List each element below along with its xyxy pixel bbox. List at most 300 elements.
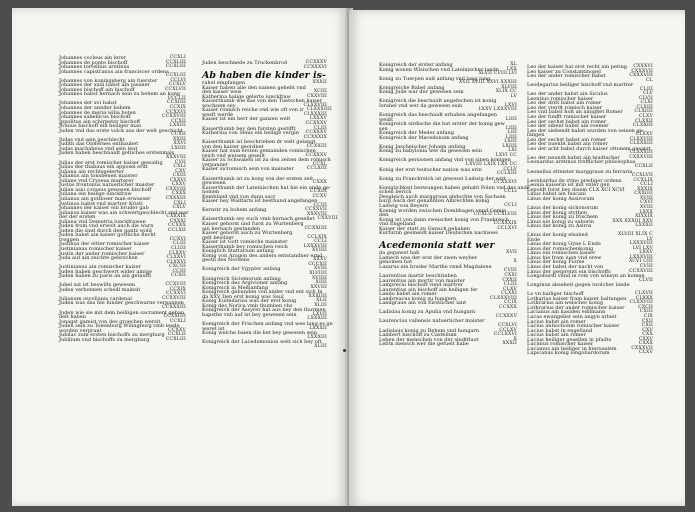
- entry-text: Ludwig von Beyern: [379, 202, 429, 209]
- entry-folio: CXLV: [172, 205, 186, 211]
- entry-folio: XXX XXXIII XXV: [612, 218, 653, 224]
- entry-text: Lucianus ain heiliger in hierusalem: [527, 345, 617, 352]
- entry-text: burg Auch der genannten Albrechten konig: [379, 198, 490, 205]
- entry-text: Leo vnd babst holt an ainighet Romer: [527, 109, 623, 116]
- entry-folio: XCIII: [313, 89, 327, 95]
- entry-text: Linus hie fram iuen vnd erew: [527, 254, 602, 261]
- entry-folio: CCLXV: [499, 327, 517, 333]
- entry-folio: CCXLI: [169, 318, 186, 324]
- entry-text: Konigreich Siciomorum anfang: [202, 275, 281, 282]
- entry-folio: LXVII: [312, 311, 327, 317]
- entry-text: Konigreich persionen anfang vnd von sinen konigen: [379, 157, 511, 164]
- index-entry: [202, 167, 327, 172]
- entry-folio: CXV: [642, 327, 653, 333]
- entry-folio: CCXXIIII: [163, 314, 186, 320]
- entry-text: vnd Engelland: [379, 221, 416, 228]
- entry-text: Johannes de ponte bischoff: [59, 59, 128, 66]
- entry-folio: CLXXVIII: [629, 300, 653, 306]
- entry-text: Lamprecio bischoff vnnd martrer: [379, 282, 464, 289]
- entry-text: da gepawet hab: [379, 250, 420, 257]
- entry-folio: LIIII: [505, 116, 517, 122]
- entry-text: Konig zu Franckreich ist gewesst Ludwig der wirt: [379, 175, 506, 182]
- entry-folio: LIIII: [505, 134, 517, 140]
- entry-folio: CLXI: [640, 100, 653, 106]
- entry-folio: CXII: [641, 323, 653, 329]
- index-entry: [202, 345, 327, 350]
- entry-folio: CCXXX: [499, 304, 517, 310]
- entry-text: Lambert bischoff zu Castellum: [379, 332, 457, 339]
- entry-text: Lucius babst ain romer: [527, 318, 586, 325]
- entry-folio: XVIII: [313, 266, 327, 272]
- entry-folio: CXXX: [638, 341, 653, 347]
- entry-text: Leonhardus de vtino prediger ordens: [527, 177, 622, 184]
- entry-folio: CLXXX: [635, 295, 653, 301]
- entry-text: ain hernach gestanden: [202, 225, 261, 232]
- entry-text: da XXV Den erst konig was Saul: [202, 293, 284, 300]
- entry-folio: X: [513, 336, 517, 342]
- entry-folio: LIIII: [505, 125, 517, 131]
- entry-folio: CCXXXV: [305, 152, 327, 158]
- entry-folio: CLXVII: [635, 291, 653, 297]
- entry-text: Jubel sat ist beswilts gewesen: [59, 282, 135, 289]
- entry-folio: XVIII: [639, 195, 653, 201]
- entry-text: Lamech was der erst der zwen weyber: [379, 254, 478, 261]
- entry-text: Leo der neundt babst ain teudtscher: [527, 154, 620, 161]
- entry-text: Konig Jude war der gewesen sein: [379, 89, 464, 96]
- entry-text: Johannes der xvi babst: [59, 100, 117, 107]
- entry-folio: LXXXII: [635, 223, 653, 229]
- entry-folio: LXVIII LXIX LXX CC: [465, 162, 517, 168]
- entry-text: Juliane vnd Cryseus marterer: [59, 177, 134, 184]
- entry-folio: CCLI: [640, 182, 653, 188]
- entry-text: Lucinius romischer kaiser: [527, 341, 593, 348]
- entry-folio: CCXL: [312, 161, 327, 167]
- entry-text: den kaiser weis: [202, 89, 242, 96]
- entry-folio: XXVIII: [310, 284, 327, 290]
- entry-folio: LV: [646, 236, 653, 242]
- entry-text: gestn des Nordens: [202, 257, 250, 264]
- entry-folio: CCXLII CCXLVIII: [473, 212, 517, 218]
- entry-text: wesft werde: [202, 111, 234, 118]
- entry-folio: CLIIII: [170, 245, 186, 251]
- entry-text: Lucas ewangelist sein angyn arbeit: [527, 313, 617, 320]
- entry-folio: CCXXIIII: [304, 225, 327, 231]
- entry-folio: CLIII: [313, 125, 327, 131]
- entry-folio: X: [513, 259, 517, 265]
- entry-text: Israhel vnd wer da gewesen sein: [379, 102, 463, 109]
- entry-folio: CCXXVII: [305, 207, 327, 213]
- entry-text: Linus babst ain tuscani: [527, 191, 586, 198]
- entry-folio: CCLXIII: [496, 171, 517, 177]
- entry-folio: CXXXVII: [631, 345, 653, 351]
- section-heading: Ab haben die kinder is-: [202, 70, 326, 82]
- entry-folio: LXIIII: [171, 145, 186, 151]
- entry-text: Johannes der kaiser ein bruder gab: [59, 205, 149, 212]
- index-entry: [527, 351, 653, 356]
- entry-text: Konigreiche Babel anfang: [379, 84, 445, 91]
- entry-folio: CXXXVIII: [629, 73, 653, 79]
- entry-folio: CCXIX: [169, 105, 186, 111]
- entry-text: Juden die sind durch den gantz wold: [59, 227, 152, 234]
- entry-text: Jppolitus ain schirpeter bischoff: [59, 118, 141, 125]
- entry-text: den: [379, 212, 389, 219]
- entry-folio: CCXXX: [168, 223, 186, 229]
- entry-text: Johannes sabellicus bischoff: [59, 114, 131, 121]
- entry-text: Konig des Norica vmb thumben vbs: [202, 302, 293, 309]
- entry-text: Johannes der annder bohem: [59, 105, 131, 112]
- entry-folio: CCXXVIII: [162, 295, 186, 301]
- entry-folio: LXVI CC: [495, 152, 517, 158]
- entry-folio: CLXIIII: [634, 109, 653, 115]
- entry-text: Leonardus aretinus trefflicher philosophus: [527, 159, 636, 166]
- entry-text: Lacianus ain kasiden edilmann: [527, 309, 606, 316]
- entry-folio: CXII: [641, 318, 653, 324]
- entry-text: Kaiser haben alle den namen gehebt vnd: [202, 84, 306, 91]
- entry-text: Linus der konig stythen: [527, 209, 588, 216]
- entry-folio: CIX: [643, 313, 653, 319]
- entry-folio: LXXV LXXXVIII: [478, 107, 517, 113]
- entry-folio: XXXIIII: [308, 293, 327, 299]
- index-column-2: [202, 60, 338, 349]
- entry-text: Juden sein zu Tolemburg Wilingburg vmb iende: [59, 323, 180, 330]
- entry-text: weret ist: [202, 325, 225, 332]
- entry-text: Kaiser ist Gott romische mainster: [202, 239, 288, 246]
- entry-text: Leben der menschen von der sindtfluot: [379, 336, 479, 343]
- entry-folio: CCXIIII: [167, 100, 186, 106]
- entry-folio: XLVIII: [501, 84, 517, 90]
- entry-folio: CCXXVIII: [162, 114, 186, 120]
- entry-text: Katherina halige gelerte iunckfraw: [202, 93, 291, 100]
- entry-folio: LXIIII: [502, 143, 517, 149]
- entry-text: Johannes bischoff ain bischoff: [59, 86, 135, 93]
- entry-folio: CCIX: [504, 300, 517, 306]
- index-entry: [202, 340, 327, 345]
- entry-text: schen berich: [379, 189, 412, 196]
- entry-folio: CLIII: [503, 282, 517, 288]
- entry-text: Linus der konig elsabed: [527, 232, 588, 239]
- entry-text: worden verprant: [59, 327, 102, 334]
- entry-text: von den kaiser geordnet: [202, 143, 264, 150]
- entry-folio: CLXXII: [635, 118, 653, 124]
- entry-text: Konig welche baien die het bey gewesen sein: [202, 330, 317, 337]
- entry-text: Leo der funfft romischer kaiser: [527, 114, 607, 121]
- entry-folio: CCLV: [503, 166, 517, 172]
- entry-folio: CLXXXIII: [629, 150, 653, 156]
- entry-text: Juden haben geschwert wider ainige: [59, 268, 152, 275]
- entry-text: Lando babst ain romer: [379, 291, 437, 298]
- index-entry: [379, 90, 517, 95]
- entry-text: Judas machabeus vnd sein leut: [59, 145, 138, 152]
- entry-text: Justus frontonus natuerlicher maister: [59, 182, 155, 189]
- entry-text: Lazarus ein bruder Marthe vnnd Magdalene: [379, 263, 492, 270]
- entry-text: Laurencius vallensis natuerlicher maister: [379, 318, 485, 325]
- entry-text: Kaiserthumb wie das von den Tuetschen kaiser: [202, 98, 322, 105]
- entry-text: nomen: [202, 189, 220, 196]
- entry-folio: CCLXVI: [497, 225, 517, 231]
- entry-text: Leo der kaiser hat erst recht ain peting: [527, 64, 627, 70]
- entry-folio: CCLI: [504, 189, 517, 195]
- entry-text: Lothrarius der ander romischer kaiser: [527, 304, 625, 311]
- entry-folio: XL: [510, 62, 517, 67]
- entry-text: Konigreich des Argivioner anfang: [202, 280, 288, 287]
- entry-text: Justinus babst vnd martrer Kristi: [59, 200, 143, 207]
- entry-folio: CCLXIX: [307, 234, 327, 240]
- entry-text: Lebtn mensch wer die gefuelt habe: [379, 341, 469, 348]
- entry-folio: CLXV: [639, 114, 653, 120]
- entry-text: Juden was das hie funder geschwarne verpannen: [59, 300, 184, 307]
- entry-text: Konigreich sirdische die hat erster der konig gew: [379, 121, 505, 128]
- entry-folio: CXIII: [172, 173, 186, 179]
- entry-folio: CXXXIX: [166, 214, 186, 220]
- entry-folio: CLXXV: [168, 250, 186, 256]
- entry-text: Kaiser gehorst auch zu Wurtenberg: [202, 230, 293, 237]
- entry-text: Lambreacus konig zu hungern: [379, 295, 457, 302]
- entry-text: Koenig worden zwischen Dombhagen vnnd Gemie: [379, 207, 507, 214]
- entry-folio: CLXXXIIII: [306, 107, 333, 113]
- entry-folio: XLVII CVIII LVI: [478, 71, 517, 77]
- entry-folio: CXCII: [638, 304, 653, 310]
- entry-folio: XLII: [316, 298, 327, 304]
- entry-folio: [189, 211, 192, 216]
- index-entry: [379, 342, 517, 347]
- entry-text: Linus der romischenkonig: [527, 245, 594, 252]
- entry-folio: CXXI: [504, 273, 517, 279]
- entry-text: Leonia kaiserin ist mit vnter gen: [527, 182, 610, 189]
- entry-folio: LXVI: [504, 102, 517, 108]
- entry-text: Linus der konig sichonorum: [527, 204, 599, 211]
- entry-text: Kaiser der statt zu Gunsch gehaben: [379, 225, 470, 232]
- index-entry: [527, 224, 653, 229]
- entry-folio: CCLVI: [170, 77, 186, 83]
- entry-text: Justinus der eltter romischer kaiser: [59, 241, 150, 248]
- entry-text: Juliana ain rechtsgelerter: [59, 168, 124, 175]
- entry-text: Juden verbonnen schedl mainsh: [59, 286, 141, 293]
- entry-text: Julianus ain gottloser man erwasser: [59, 195, 151, 202]
- entry-folio: CXXVIII: [165, 186, 186, 192]
- entry-text: Konigreich die beschaidt angefechen ist konig: [379, 98, 497, 105]
- entry-folio: XVIII: [639, 204, 653, 210]
- entry-text: Lupicanus konig longobardorum: [527, 350, 610, 357]
- entry-text: Kaiser zu Schwaben ist zu den zeiten dem romisch: [202, 157, 331, 164]
- entry-folio: LXXXVIII: [629, 241, 653, 247]
- entry-text: Linus der babst der nacht von: [527, 264, 604, 271]
- entry-text: Leo der dritt babst ain romer: [527, 100, 602, 107]
- entry-folio: CCCLII: [167, 95, 186, 101]
- entry-text: Julian assi corasus gewesen bischoff: [59, 186, 152, 193]
- entry-folio: LXXX: [639, 209, 653, 215]
- entry-text: Jubilac zum ersten bischoffs zu merghurg: [59, 332, 165, 339]
- entry-text: Kaiser sicromisch sein von mainster: [202, 166, 294, 173]
- entry-text: Kaiser hat zum ersten gemainden romischen: [202, 148, 316, 155]
- entry-text: troggen: [59, 236, 79, 243]
- entry-text: Konig wonen Wisischen vnd Lateinischer landn: [379, 66, 499, 73]
- entry-text: Johannes de meria wilia boten: [59, 109, 136, 116]
- entry-folio: XLVIIII: [309, 271, 327, 277]
- entry-folio: CCXXIII: [306, 143, 327, 149]
- entry-folio: CLXXVIII: [303, 102, 327, 108]
- entry-text: Julius der thabaus ein apposel erdt: [59, 164, 148, 171]
- entry-folio: CCLI: [504, 202, 517, 208]
- entry-folio: CCXLVI: [497, 323, 517, 329]
- entry-text: Konigreich der Lacedemonion welt sich bey oft: [202, 339, 322, 346]
- entry-folio: CXLI: [173, 200, 186, 206]
- entry-text: Leodegarius heiliger bischoff vnd martrer: [527, 82, 634, 89]
- entry-text: Juden haben beschnaidt gotliches erstenmals: [59, 150, 175, 157]
- entry-text: Julius der erst romischer kaiser gewaltig: [59, 159, 163, 166]
- entry-text: Laurentius ain martir von maister: [379, 277, 466, 284]
- entry-folio: XXXII: [502, 341, 517, 347]
- entry-text: Lepoldt furst bey disem CLX XCI XCVI: [527, 186, 625, 193]
- entry-text: weißt: [379, 116, 394, 123]
- entry-folio: CCXLVII: [631, 173, 653, 179]
- entry-folio: CXXXI: [169, 218, 186, 224]
- entry-text: Kaiser romisch reiche vnd wie oft von ir: [202, 107, 304, 114]
- entry-text: Konig Jascheischer Johann anfang: [379, 143, 466, 150]
- entry-text: Lucius babst in engelland: [527, 327, 593, 334]
- entry-folio: CXXV: [638, 336, 653, 342]
- entry-text: Linus der konig Gyne L Ende: [527, 241, 601, 248]
- entry-text: bapsthe vnb auf ist bey gewesen sein: [202, 311, 297, 318]
- entry-text: reich vnd weisem gesellt: [202, 152, 265, 159]
- entry-text: fangen: [527, 132, 545, 139]
- entry-text: Kurfurnn gesmeldt kaiser Deutschen nachweis: [379, 230, 498, 237]
- entry-folio: CCXXVI: [166, 109, 186, 115]
- entry-text: genomen hat: [379, 259, 413, 266]
- entry-text: Johannes cocleus ain lerer: [59, 55, 127, 61]
- entry-text: Julianus kaiser was ain schwertgeschlecht vnd war: [59, 209, 189, 216]
- entry-text: Leo der sechst babst ain romer: [527, 136, 607, 143]
- entry-folio: XXXIX: [637, 186, 653, 192]
- entry-text: Konig zu babylonia wer da gewesen sein: [379, 148, 482, 155]
- index-entry: [379, 122, 517, 127]
- entry-folio: CCXXV: [168, 327, 186, 333]
- entry-folio: LIII: [507, 130, 517, 136]
- entry-folio: CCXLII: [167, 332, 186, 338]
- entry-text: Linus der konig zu Asiros: [527, 223, 592, 230]
- entry-folio: XVII XVIII XXVI XXXIII: [459, 80, 517, 86]
- entry-folio: XVIIII: [311, 275, 327, 281]
- entry-folio: CCXXXV: [305, 121, 327, 127]
- entry-folio: CLXIII: [636, 104, 653, 110]
- entry-folio: LXX: [506, 66, 517, 72]
- entry-folio: LXIII: [504, 139, 517, 145]
- entry-folio: CLXXXVIII: [490, 295, 517, 301]
- entry-text: Kaiser ist ein herr der ganzen welt: [202, 116, 291, 123]
- entry-folio: CCXLIII: [165, 336, 186, 342]
- entry-text: Jonagst gamist von des groechen wersit: [59, 318, 161, 325]
- entry-folio: XVII: [505, 250, 517, 256]
- index-entry: [59, 129, 186, 134]
- entry-text: Juden vnd das erste volck aus der welt geschicht: [59, 127, 183, 134]
- entry-folio: CXXX: [312, 180, 327, 186]
- entry-folio: LXXIII: [169, 123, 186, 129]
- entry-text: Laurentius martir beschrieben: [379, 273, 457, 280]
- entry-text: sen: [379, 125, 388, 132]
- entry-text: Kaiserthumb sey euch vmb hernach gesellet: [202, 216, 315, 223]
- entry-text: Leo der acht babst durch kaiser ottonem gesatzt: [527, 145, 651, 152]
- entry-text: Koniglichkeit bezwungen haben gehabt Polen vnd der ande: [379, 184, 530, 191]
- entry-text: Kaiser bey Wallfarts ist besthund angefangen: [202, 198, 318, 205]
- entry-folio: CXXX: [171, 191, 186, 197]
- entry-folio: XXXVIII: [307, 211, 327, 217]
- section-heading: Acedemonia statt wer: [379, 240, 495, 252]
- entry-text: Jtonius bischoff ein heiliger man: [59, 123, 142, 130]
- entry-text: Juden wie sie mit dem heilligen sacrament gehan: [59, 309, 185, 316]
- entry-text: Linus der konig Assirorum: [527, 195, 595, 202]
- entry-folio: CCXXXV: [495, 313, 517, 319]
- entry-text: Johannes tortellius aretinus: [59, 64, 130, 71]
- entry-text: Leo der sibent babst ain roemer: [527, 123, 609, 130]
- entry-folio: CCXIX: [169, 286, 186, 292]
- entry-folio: CXIII: [639, 309, 653, 315]
- entry-folio: CCLI: [314, 239, 327, 245]
- entry-text: Juda auf ain zeichte gebrochen: [59, 255, 138, 262]
- entry-text: Johannes babst hernach sein zu behem an kong: [59, 91, 180, 98]
- entry-folio: CCIII: [313, 202, 327, 208]
- entry-text: Justinianus ain romischer kaiser: [59, 264, 141, 271]
- entry-folio: CCXXXVI: [303, 64, 327, 70]
- entry-text: Linus der konig Fiorse: [527, 259, 585, 266]
- entry-text: Konig Eulindarius was der erst konig: [202, 298, 297, 305]
- entry-text: Judith das Olofernes enthaubet: [59, 141, 139, 148]
- entry-text: Konigreich der Macedonum anfang: [379, 134, 469, 141]
- entry-folio: LVI LXV: [632, 245, 653, 251]
- right-page: [349, 10, 685, 506]
- entry-folio: CXXIIII: [634, 191, 653, 197]
- entry-text: Kaiserthumb ist beschrieben dr welt gelangt: [202, 139, 316, 146]
- entry-folio: CLXXIII: [633, 123, 653, 129]
- entry-text: Kaiserthumb bey den fursten gestifft: [202, 125, 296, 132]
- entry-folio: CXXXVIII: [629, 154, 653, 160]
- entry-folio: LXXXVIII: [303, 243, 327, 249]
- entry-folio: CCXXXIX: [493, 221, 517, 227]
- entry-text: Lucius heiliger gesellen in pfadts: [527, 336, 612, 343]
- entry-folio: LXXXIII: [307, 316, 327, 322]
- entry-folio: XXXII: [312, 80, 327, 86]
- entry-text: wochsem sey: [202, 102, 236, 109]
- entry-folio: LXXXVIII: [629, 254, 653, 260]
- entry-folio: CCXVI: [169, 236, 186, 242]
- entry-folio: CLXXVI: [166, 259, 186, 265]
- entry-folio: CLXXXIII: [303, 111, 327, 117]
- entry-folio: [331, 186, 334, 191]
- entry-text: Johannes der xxiii babst ain pisaner: [59, 82, 150, 89]
- entry-folio: CCIII: [172, 268, 186, 274]
- entry-text: Linus der gesprentt ein bischoffs: [527, 268, 611, 275]
- entry-text: Leontius romischer kaiser: [527, 95, 594, 102]
- entry-text: Juden beschnede zu Truckenbrod: [202, 60, 288, 66]
- index-entry: [202, 199, 327, 204]
- entry-text: Lotharius kaiser fram kaiser haltungen: [527, 295, 627, 302]
- entry-folio: CLXV: [639, 350, 653, 356]
- entry-folio: [333, 322, 336, 327]
- entry-folio: XXXV: [313, 257, 327, 263]
- entry-folio: XIXXIX: [635, 214, 653, 220]
- index-column-1: [59, 55, 189, 343]
- entry-folio: CXXVIII: [306, 93, 327, 99]
- entry-text: Judas vnd sein geschlecht: [59, 136, 125, 143]
- entry-text: Lothrarius ain welscher konig: [527, 300, 604, 307]
- entry-folio: CCXLIX: [633, 177, 653, 183]
- entry-text: Leonellus elteister marggraue zu ferraria: [527, 168, 633, 175]
- entry-folio: CXXVI: [169, 177, 186, 183]
- entry-text: rahel empfangen: [202, 80, 246, 87]
- entry-text: Justin der ander romischer kaiser: [59, 250, 145, 257]
- entry-text: Konigreich der Assyrer hat aus bey den thurmen: [202, 307, 326, 314]
- entry-folio: XLVIII XLIX C: [618, 232, 653, 238]
- entry-folio: CCXLV: [168, 82, 186, 88]
- entry-text: delt haben: [59, 314, 86, 321]
